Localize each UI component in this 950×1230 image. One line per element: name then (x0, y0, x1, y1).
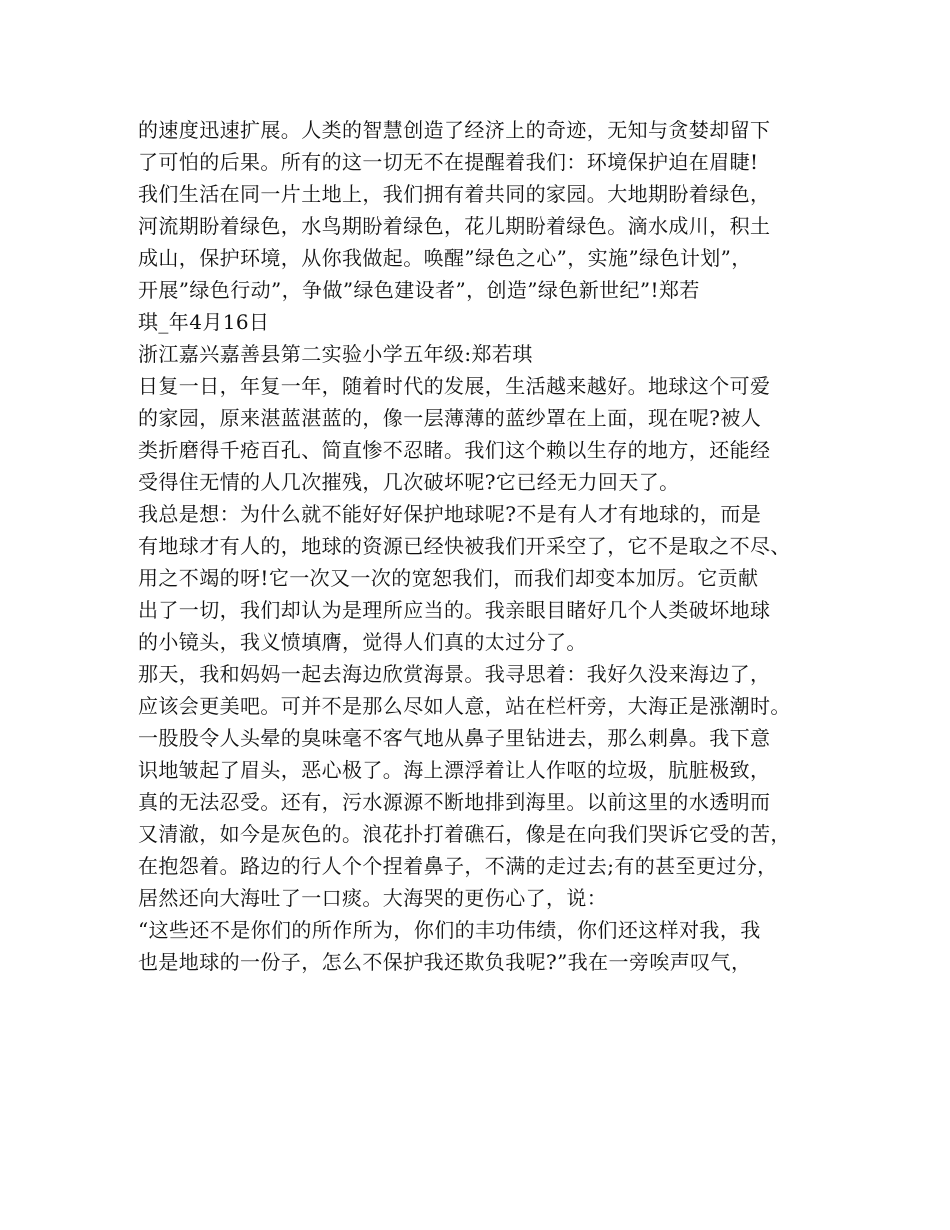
text-line: 日复一日，年复一年，随着时代的发展，生活越来越好。地球这个可爱 (138, 374, 771, 398)
text-line: 的速度迅速扩展。人类的智慧创造了经济上的奇迹，无知与贪婪却留下 (138, 118, 771, 142)
text-line: 开展”绿色行动”，争做”绿色建设者”，创造”绿色新世纪”!郑若 (138, 278, 700, 302)
text-line: 居然还向大海吐了一口痰。大海哭的更伤心了，说： (138, 886, 608, 910)
text-line: 了可怕的后果。所有的这一切无不在提醒着我们：环境保护迫在眉睫! (138, 150, 759, 174)
text-line: 一股股令人头晕的臭味毫不客气地从鼻子里钻进去，那么刺鼻。我下意 (138, 726, 771, 750)
text-line: 的小镜头，我义愤填膺，觉得人们真的太过分了。 (138, 630, 587, 654)
text-line: 那天，我和妈妈一起去海边欣赏海景。我寻思着：我好久没来海边了， (138, 662, 771, 686)
text-line: 识地皱起了眉头，恶心极了。海上漂浮着让人作呕的垃圾，肮脏极致， (138, 758, 771, 782)
document-body (138, 114, 838, 978)
author-line: 浙江嘉兴嘉善县第二实验小学五年级:郑若琪 (138, 342, 533, 366)
text-line: 河流期盼着绿色，水鸟期盼着绿色，花儿期盼着绿色。滴水成川，积土 (138, 214, 771, 238)
text-line: 的家园，原来湛蓝湛蓝的，像一层薄薄的蓝纱罩在上面，现在呢?被人 (138, 406, 762, 430)
text-line: 出了一切，我们却认为是理所应当的。我亲眼目睹好几个人类破坏地球 (138, 598, 771, 622)
text-line: “这些还不是你们的所作所为，你们的丰功伟绩，你们还这样对我，我 (138, 918, 761, 942)
text-line: 在抱怨着。路边的行人个个捏着鼻子，不满的走过去;有的甚至更过分， (138, 854, 778, 878)
text-line: 成山，保护环境，从你我做起。唤醒”绿色之心”，实施”绿色计划”， (138, 246, 752, 270)
text-line: 真的无法忍受。还有，污水源源不断地排到海里。以前这里的水透明而 (138, 790, 771, 814)
text-line: 用之不竭的呀!它一次又一次的宽恕我们，而我们却变本加厉。它贡献 (138, 566, 759, 590)
text-line: 类折磨得千疮百孔、简直惨不忍睹。我们这个赖以生存的地方，还能经 (138, 438, 771, 462)
text-line: 也是地球的一份子，怎么不保护我还欺负我呢?”我在一旁唉声叹气， (138, 950, 752, 974)
text-line: 有地球才有人的，地球的资源已经快被我们开采空了，它不是取之不尽、 (138, 534, 791, 558)
text-line: 应该会更美吧。可并不是那么尽如人意，站在栏杆旁，大海正是涨潮时。 (138, 694, 791, 718)
text-line: 受得住无情的人几次摧残，几次破坏呢?它已经无力回天了。 (138, 470, 680, 494)
text-line: 又清澈，如今是灰色的。浪花扑打着礁石，像是在向我们哭诉它受的苦， (138, 822, 791, 846)
date-line: 琪_年4月16日 (138, 310, 270, 334)
text-line: 我们生活在同一片土地上，我们拥有着共同的家园。大地期盼着绿色， (138, 182, 771, 206)
text-line: 我总是想：为什么就不能好好保护地球呢?不是有人才有地球的，而是 (138, 502, 762, 526)
